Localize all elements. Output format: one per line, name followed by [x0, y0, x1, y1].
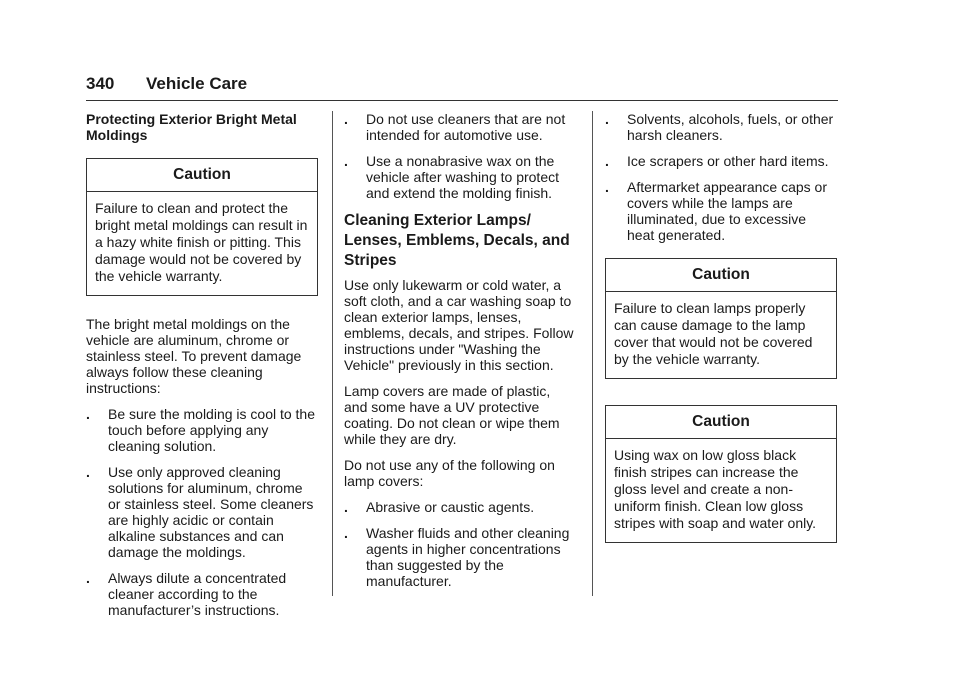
paragraph: Lamp covers are made of plastic, and some have a UV protective coating. Do not clean or wipe them while they are dry. — [344, 383, 560, 447]
page-number: 340 — [86, 74, 115, 93]
bullet-glyph: . — [605, 179, 609, 195]
list-item — [344, 525, 576, 589]
list-item — [605, 111, 837, 143]
list-item — [605, 153, 837, 169]
column-divider — [592, 111, 593, 596]
caution-text: Failure to clean and protect the bright metal moldings can result in a hazy white finish or pitting. This damage would not be covered by the vehicle warranty. — [95, 200, 308, 284]
running-title: Vehicle Care — [146, 74, 248, 93]
list-item — [344, 153, 576, 201]
list-item — [605, 179, 837, 243]
caution-text: Failure to clean lamps properly can cause damage to the lamp cover that would not be covered by the vehicle warranty. — [614, 300, 813, 367]
bullet-glyph: . — [86, 464, 90, 480]
list-item-text: Use a nonabrasive wax on the vehicle after washing to protect and extend the molding finish. — [366, 153, 559, 201]
subsection-title: Protecting Exterior Bright Metal Moldings — [86, 111, 297, 143]
page-header — [86, 74, 838, 101]
list-item — [344, 111, 576, 143]
list-item-text: Solvents, alcohols, fuels, or other harsh cleaners. — [627, 111, 834, 143]
list-item-text: Washer fluids and other cleaning agents in higher concentrations than suggested by the manufacturer. — [366, 525, 570, 589]
paragraph: The bright metal moldings on the vehicle are aluminum, chrome or stainless steel. To prevent damage always follow these cleaning instructions: — [86, 316, 302, 396]
caution-title: Caution — [87, 159, 317, 192]
list-item-text: Do not use cleaners that are not intended for automotive use. — [366, 111, 566, 143]
bullet-glyph: . — [86, 570, 90, 586]
caution-box — [605, 258, 837, 379]
caution-box — [605, 405, 837, 543]
caution-box — [86, 158, 318, 296]
list-item — [86, 464, 318, 560]
column-middle — [344, 111, 576, 599]
list-item-text: Ice scrapers or other hard items. — [627, 153, 829, 169]
section-title: Cleaning Exterior Lamps/ Lenses, Emblems, Decals, and Stripes — [344, 212, 570, 269]
bullet-glyph: . — [344, 499, 348, 515]
column-divider — [332, 111, 333, 596]
list-item-text: Be sure the molding is cool to the touch before applying any cleaning solution. — [108, 406, 316, 454]
column-right — [605, 111, 837, 563]
paragraph: Do not use any of the following on lamp covers: — [344, 457, 555, 489]
caution-title: Caution — [606, 259, 836, 292]
caution-title: Caution — [606, 406, 836, 439]
list-item-text: Abrasive or caustic agents. — [366, 499, 535, 515]
list-item — [344, 499, 576, 515]
bullet-glyph: . — [344, 111, 348, 127]
list-item — [86, 570, 318, 618]
bullet-glyph: . — [605, 111, 609, 127]
list-item-text: Use only approved cleaning solutions for aluminum, chrome or stainless steel. Some cleaners are highly acidic or contain alkaline substances and can damage the moldings. — [108, 464, 314, 560]
list-item-text: Aftermarket appearance caps or covers while the lamps are illuminated, due to excessive heat generated. — [627, 179, 827, 243]
column-left — [86, 111, 318, 628]
list-item — [86, 406, 318, 454]
list-item-text: Always dilute a concentrated cleaner according to the manufacturer’s instructions. — [108, 570, 287, 618]
bullet-glyph: . — [605, 153, 609, 169]
caution-text: Using wax on low gloss black finish stripes can increase the gloss level and create a non-uniform finish. Clean low gloss stripes with soap and water only. — [614, 447, 817, 531]
bullet-glyph: . — [344, 153, 348, 169]
bullet-glyph: . — [344, 525, 348, 541]
paragraph: Use only lukewarm or cold water, a soft cloth, and a car washing soap to clean exterior lamps, lenses, emblems, decals, and stripes. Follow instructions under "Washing the Vehicle" previously in this section. — [344, 277, 574, 373]
bullet-glyph: . — [86, 406, 90, 422]
